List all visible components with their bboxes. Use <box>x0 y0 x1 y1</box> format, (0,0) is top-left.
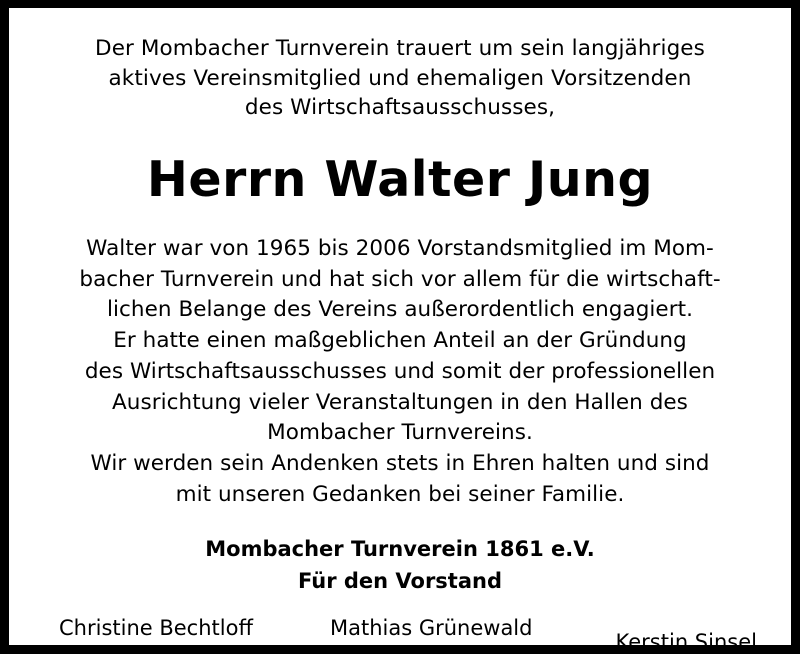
signatories <box>31 616 769 654</box>
body-line-9: mit unseren Gedanken bei seiner Familie. <box>175 481 625 507</box>
organization-name: Mombacher Turnverein 1861 e.V. <box>205 536 595 561</box>
body-line-4: Er hatte einen maßgeblichen Anteil an der Gründung <box>113 328 687 354</box>
organization-subtitle: Für den Vorstand <box>297 569 503 594</box>
body-line-7: Mombacher Turnvereins. <box>267 420 533 446</box>
intro-line-3: des Wirtschaftsausschusses, <box>244 95 556 121</box>
body-line-6: Ausrichtung vieler Veranstaltungen in den Hallen des <box>112 389 688 415</box>
body-line-3: lichen Belange des Vereins außerordentlich engagiert. <box>107 297 693 323</box>
intro-line-2: aktives Vereinsmitglied und ehemaligen Vorsitzenden <box>108 65 692 91</box>
signatory-2: Mathias Grünewald <box>329 615 533 640</box>
organization-block <box>205 533 594 598</box>
intro-line-1: Der Mombacher Turnverein trauert um sein langjähriges <box>95 36 705 61</box>
body-text <box>79 234 720 511</box>
body-line-2: bacher Turnverein und hat sich vor allem für die wirtschaft- <box>79 266 721 292</box>
body-line-1: Walter war von 1965 bis 2006 Vorstandsmitglied im Mom- <box>86 235 714 261</box>
intro-text <box>95 34 705 123</box>
deceased-name: Herrn Walter Jung <box>146 150 654 208</box>
body-line-8: Wir werden sein Andenken stets in Ehren halten und sind <box>90 451 710 477</box>
signatory-3: Kerstin Sinsel <box>615 629 757 654</box>
signatory-1: Christine Bechtloff <box>59 615 253 640</box>
body-line-5: des Wirtschaftsausschusses und somit der professionellen <box>84 358 716 384</box>
obituary-card <box>9 8 791 654</box>
